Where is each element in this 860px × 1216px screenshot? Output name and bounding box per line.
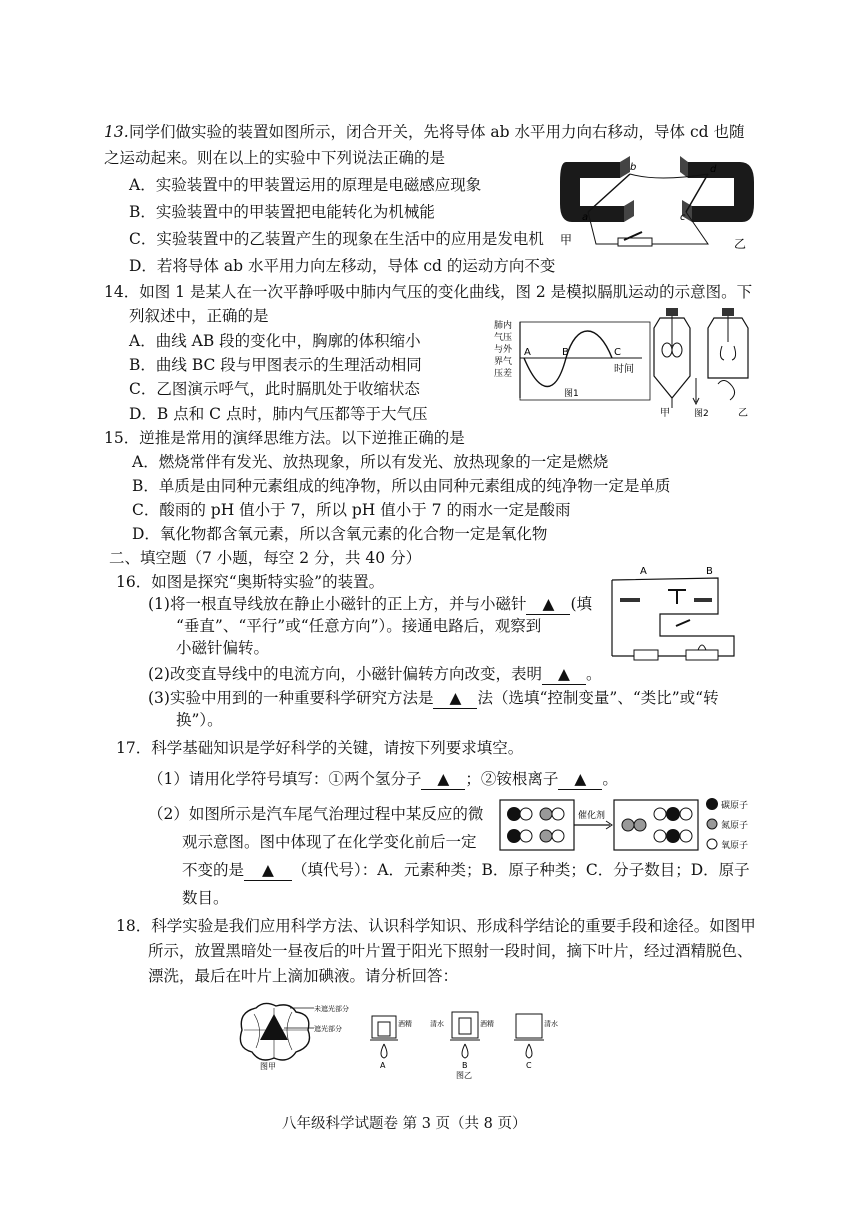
q16-part3-line2: 换”）。 [176, 711, 223, 729]
q17-catalyst-label: 催化剂 [578, 811, 606, 821]
q17-part2-line1: （2）如图所示是汽车尾气治理过程中某反应的微 [148, 805, 484, 823]
q18-caption-yi: 图乙 [456, 1071, 472, 1080]
q14-option-c: C．乙图演示呼气，此时膈肌处于收缩状态 [129, 380, 420, 398]
q16-part1-line3: 小磁针偏转。 [176, 639, 270, 657]
q14-xlabel: 时间 [614, 364, 634, 375]
q14-ylabel-1: 肺内 [494, 321, 513, 331]
q16-blank-2[interactable]: ▲ [542, 664, 586, 685]
q17-stem: 17．科学基础知识是学好科学的关键，请按下列要求填空。 [116, 739, 524, 757]
q13-label-jia: 甲 [560, 233, 573, 247]
q16-oersted-figure [606, 560, 756, 672]
q17-blank-1[interactable]: ▲ [421, 769, 465, 790]
q13-label-yi: 乙 [734, 237, 747, 251]
q14-point-c: C [614, 347, 621, 358]
q18-alcohol-1: 酒精 [398, 1020, 412, 1028]
q17-part2-line4: 数目。 [182, 889, 229, 907]
section-heading: 二、填空题（7 小题，每空 2 分，共 40 分） [109, 549, 422, 567]
q13-option-a: A．实验装置中的甲装置运用的原理是电磁感应现象 [129, 176, 482, 194]
q17-blank-2[interactable]: ▲ [558, 769, 602, 790]
q18-unshaded-label: 未遮光部分 [314, 1005, 349, 1013]
q18-alcohol-2: 酒精 [480, 1020, 494, 1028]
q16-label-a: A [640, 566, 647, 577]
q17-legend-carbon: 碳原子 [721, 801, 749, 811]
q14-diaphragm-model-figure [652, 306, 762, 418]
q18-stem-line2: 所示，放置黑暗处一昼夜后的叶片置于阳光下照射一段时间，摘下叶片，经过酒精脱色、 [148, 942, 753, 960]
q14-option-b: B．曲线 BC 段与甲图表示的生理活动相同 [129, 356, 422, 374]
q17-legend-oxygen: 氧原子 [721, 841, 749, 851]
q18-shaded-label: 遮光部分 [314, 1025, 342, 1033]
q13-label-a: a [582, 212, 589, 223]
q13-option-b: B．实验装置中的甲装置把电能转化为机械能 [129, 203, 435, 221]
q16-label-b: B [706, 566, 713, 577]
q14-fig2-caption: 图2 [694, 409, 709, 419]
q17-part2-line3: 不变的是 ▲ （填代号）：A．元素种类；B．原子种类；C．分子数目；D．原子 [182, 861, 750, 879]
q14-pressure-curve-figure [494, 318, 654, 406]
q15-option-d: D．氧化物都含氧元素，所以含氧元素的化合物一定是氧化物 [132, 525, 548, 543]
q14-ylabel-5: 压差 [494, 369, 513, 379]
q13-magnet-figure [558, 152, 758, 260]
q16-part1-line1: (1)将一根直导线放在静止小磁针的正上方，并与小磁针 ▲ (填 [148, 595, 593, 613]
q15-stem: 15．逆推是常用的演绎思维方法。以下逆推正确的是 [104, 429, 465, 447]
q13-option-c: C．实验装置中的乙装置产生的现象在生活中的应用是发电机 [129, 230, 544, 248]
q13-label-b: b [630, 162, 637, 173]
q13-label-d: d [710, 164, 717, 175]
q17-part1: （1）请用化学符号填写：①两个氢分子 ▲ ；②铵根离子 ▲ 。 [148, 770, 618, 788]
q14-fig2-label-jia: 甲 [660, 408, 670, 419]
q14-point-a: A [524, 347, 531, 358]
q14-stem-line2: 列叙述中，正确的是 [129, 307, 269, 325]
q16-stem: 16．如图是探究“奥斯特实验”的装置。 [116, 573, 385, 591]
q13-number: 13. [104, 123, 129, 141]
q14-fig2-label-yi: 乙 [738, 408, 748, 419]
q18-label-c: C [526, 1061, 532, 1070]
q18-label-a: A [380, 1061, 386, 1070]
q18-leaf-experiment-figure [234, 1000, 594, 1080]
q14-stem-line1: 14．如图 1 是某人在一次平静呼吸中肺内气压的变化曲线，图 2 是模拟膈肌运动的示意图。下 [104, 283, 753, 301]
q14-fig1-caption: 图1 [564, 389, 579, 399]
q16-blank-1[interactable]: ▲ [526, 594, 570, 615]
q14-point-b: B [562, 347, 569, 358]
q16-part3-line1: (3)实验中用到的一种重要科学研究方法是 ▲ 法（选填“控制变量”、“类比”或“转 [148, 689, 719, 707]
q17-blank-3[interactable]: ▲ [244, 860, 292, 881]
q14-option-a: A．曲线 AB 段的变化中，胸廓的体积缩小 [129, 332, 421, 350]
q18-water-1: 清水 [430, 1020, 444, 1028]
page-footer: 八年级科学试题卷 第 3 页（共 8 页） [282, 1116, 527, 1132]
q16-part2: (2)改变直导线中的电流方向，小磁针偏转方向改变，表明 ▲ 。 [148, 665, 602, 683]
q15-option-b: B．单质是由同种元素组成的纯净物，所以由同种元素组成的纯净物一定是单质 [132, 477, 671, 495]
q18-stem-line1: 18．科学实验是我们应用科学方法、认识科学知识、形成科学结论的重要手段和途径。如图甲 [116, 917, 756, 935]
q18-stem-line3: 漂洗，最后在叶片上滴加碘液。请分析回答： [148, 967, 459, 985]
q18-label-b: B [462, 1061, 468, 1070]
q14-ylabel-4: 界气 [494, 357, 513, 367]
q17-reaction-figure [498, 794, 768, 856]
q18-caption-jia: 图甲 [260, 1062, 276, 1071]
q14-option-d: D．B 点和 C 点时，肺内气压都等于大气压 [129, 405, 428, 423]
q15-option-a: A．燃烧常伴有发光、放热现象，所以有发光、放热现象的一定是燃烧 [132, 453, 609, 471]
q16-part1-line2: “垂直”、“平行”或“任意方向”）。接通电路后，观察到 [176, 617, 542, 635]
q18-water-2: 清水 [544, 1020, 558, 1028]
q14-ylabel-3: 与外 [494, 345, 513, 355]
q14-ylabel-2: 气压 [494, 333, 513, 343]
q16-blank-3[interactable]: ▲ [433, 688, 477, 709]
q13-label-c: c [680, 212, 686, 223]
q13-stem-line2: 之运动起来。则在以上的实验中下列说法正确的是 [104, 149, 446, 167]
q13-option-d: D．若将导体 ab 水平用力向左移动，导体 cd 的运动方向不变 [129, 257, 556, 275]
q17-part2-line2: 观示意图。图中体现了在化学变化前后一定 [182, 833, 477, 851]
q15-option-c: C．酸雨的 pH 值小于 7，所以 pH 值小于 7 的雨水一定是酸雨 [132, 501, 571, 519]
q13-stem-line1: 同学们做实验的装置如图所示，闭合开关，先将导体 ab 水平用力向右移动，导体 cd 也随 [129, 123, 745, 141]
q17-legend-nitrogen: 氮原子 [721, 821, 749, 831]
